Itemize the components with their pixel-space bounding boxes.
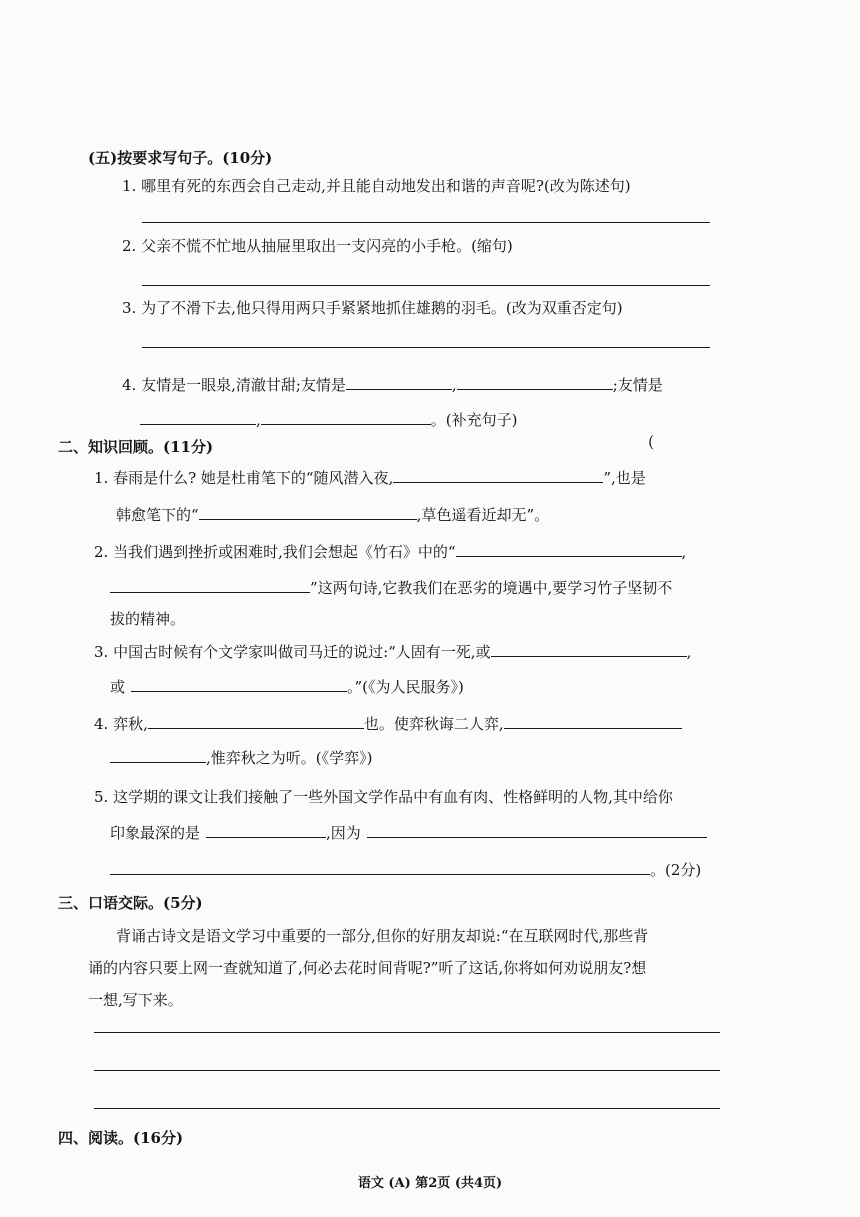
q5-text-c: ,因为 xyxy=(326,824,361,842)
blank-s2-q5-1[interactable] xyxy=(206,823,326,838)
section3-para-1: 背诵古诗文是语文学习中重要的一部分,但你的好朋友却说:“在互联网时代,那些背 xyxy=(116,927,649,945)
q4-comma2: , xyxy=(256,411,261,429)
q1-text-a: 1. 春雨是什么? 她是杜甫笔下的“随风潜入夜, xyxy=(94,469,394,487)
section5-q1: 1. 哪里有死的东西会自己走动,并且能自动地发出和谐的声音呢?(改为陈述句) xyxy=(122,177,631,195)
blank-s2-q4-2[interactable] xyxy=(504,714,682,729)
section2-q4-line1 xyxy=(94,714,682,734)
q5-text-b: 印象最深的是 xyxy=(110,824,201,842)
blank-s2-q1-1[interactable] xyxy=(393,468,603,483)
q1-text-d: ,草色遥看近却无”。 xyxy=(416,506,550,524)
section5-q3: 3. 为了不滑下去,他只得用两只手紧紧地抓住雄鹅的羽毛。(改为双重否定句) xyxy=(122,299,623,317)
section2-q2-line2 xyxy=(110,578,672,598)
answer-line-q1[interactable] xyxy=(142,222,710,223)
section2-q2-line1 xyxy=(94,542,686,562)
blank-s2-q2-2[interactable] xyxy=(110,578,310,593)
answer-line-s3-3[interactable] xyxy=(94,1108,720,1109)
blank-s2-q3-2[interactable] xyxy=(131,677,347,692)
q3-text-c: 或 xyxy=(110,678,126,696)
section5-heading: (五)按要求写句子。(10分) xyxy=(88,149,273,167)
section2-heading: 二、知识回顾。(11分) xyxy=(58,438,214,456)
blank-s2-q5-2[interactable] xyxy=(367,823,707,838)
section2-q3-line1 xyxy=(94,642,691,662)
section5-q4-line2 xyxy=(140,410,518,430)
q1-text-b: ”,也是 xyxy=(603,469,646,487)
q4-semicolon: ;友情是 xyxy=(612,376,663,394)
blank-s2-q4-1[interactable] xyxy=(148,714,364,729)
section4-heading: 四、阅读。(16分) xyxy=(58,1129,184,1147)
blank-s2-q3-1[interactable] xyxy=(491,642,687,657)
q3-text-d: 。”(《为人民服务》) xyxy=(347,678,464,696)
q5-text-d: 。(2分) xyxy=(650,861,702,879)
q3-text-a: 3. 中国古时候有个文学家叫做司马迁的说过:“人固有一死,或 xyxy=(94,643,491,661)
section3-para-3: 一想,写下来。 xyxy=(88,991,183,1009)
section5-q4-line1 xyxy=(122,375,663,395)
blank-s2-q2-1[interactable] xyxy=(456,542,682,557)
q1-text-c: 韩愈笔下的“ xyxy=(116,506,199,524)
q4-s2-text-b: 也。使弈秋诲二人弈, xyxy=(363,715,504,733)
section2-q1-line1 xyxy=(94,468,646,488)
q4-prefix: 4. 友情是一眼泉,清澈甘甜;友情是 xyxy=(122,376,346,394)
section3-heading: 三、口语交际。(5分) xyxy=(58,894,203,912)
blank-s2-q4-3[interactable] xyxy=(110,748,206,763)
blank-q4-1[interactable] xyxy=(346,375,452,390)
section2-q2-line3: 拔的精神。 xyxy=(110,610,186,628)
section2-q3-line2 xyxy=(110,677,464,697)
section3-para-2: 诵的内容只要上网一查就知道了,何必去花时间背呢?”听了这话,你将如何劝说朋友?想 xyxy=(88,959,647,977)
q4-s2-text-a: 4. 弈秋, xyxy=(94,715,148,733)
answer-line-q2[interactable] xyxy=(142,285,710,286)
q2-text-c: ”这两句诗,它教我们在恶劣的境遇中,要学习竹子坚韧不 xyxy=(310,579,673,597)
blank-s2-q5-3[interactable] xyxy=(110,860,650,875)
page-footer: 语文 (A) 第2页 (共4页) xyxy=(357,1176,503,1191)
section2-q1-line2 xyxy=(116,505,549,525)
q3-text-b: , xyxy=(686,643,692,661)
blank-q4-2[interactable] xyxy=(457,375,613,390)
section2-q5-line3 xyxy=(110,860,701,880)
blank-s2-q1-2[interactable] xyxy=(199,505,417,520)
q4-s2-text-c: ,惟弈秋之为听。(《学弈》) xyxy=(206,749,373,767)
q2-text-a: 2. 当我们遇到挫折或困难时,我们会想起《竹石》中的“ xyxy=(94,543,456,561)
q2-text-b: , xyxy=(681,543,687,561)
blank-q4-3[interactable] xyxy=(140,410,256,425)
section2-q5-line2 xyxy=(110,823,707,843)
answer-line-s3-1[interactable] xyxy=(94,1032,720,1033)
section5-q2: 2. 父亲不慌不忙地从抽屉里取出一支闪亮的小手枪。(缩句) xyxy=(122,237,513,255)
answer-line-q3[interactable] xyxy=(142,347,710,348)
section2-q4-line2 xyxy=(110,748,372,768)
blank-q4-4[interactable] xyxy=(261,410,431,425)
q4-end: 。(补充句子) xyxy=(430,411,518,429)
answer-line-s3-2[interactable] xyxy=(94,1070,720,1071)
q4-comma: , xyxy=(451,376,457,394)
section2-q5-line1: 5. 这学期的课文让我们接触了一些外国文学作品中有血有肉、性格鲜明的人物,其中给你 xyxy=(94,788,673,806)
pen-mark: ( xyxy=(648,432,655,451)
